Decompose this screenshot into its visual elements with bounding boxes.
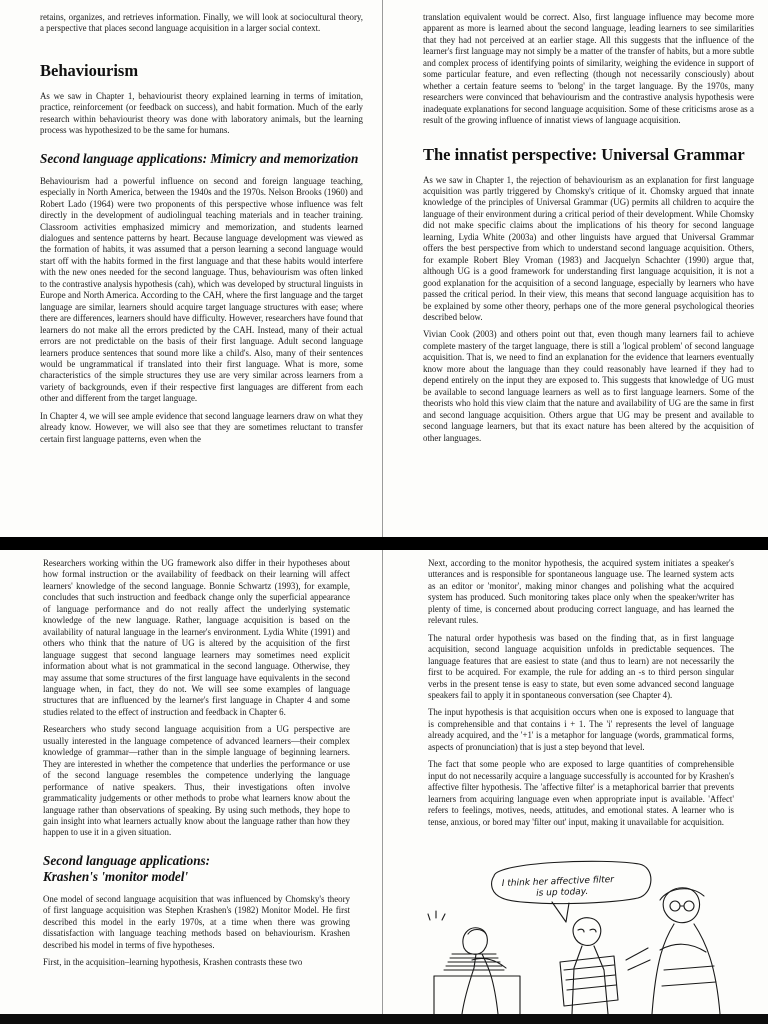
monitor-hypothesis-paragraph: Next, according to the monitor hypothesis, the acquired system initiates a speaker's utterances and is responsible for spontaneous language use. The learned system acts as an editor or 'monitor', making minor changes and polishing what the acquired system has produced. Such monitoring takes place only when the speaker/writer has plenty of time, is concerned about producing correct language, and has learned the relevant rules.	[428, 558, 734, 626]
top-right-column	[423, 12, 754, 537]
input-hypothesis-paragraph: The input hypothesis is that acquisition occurs when one is exposed to language that is comprehensible and that contains i + 1. The 'i' represents the level of language already acquired, and the '+1' is a metaphor for language (words, grammatical forms, aspects of pronunciation) that is just a step beyond that level.	[428, 707, 734, 752]
spread-divider	[0, 537, 768, 550]
behaviourism-paragraph: As we saw in Chapter 1, behaviourist theory explained learning in terms of imitation, practice, reinforcement (or feedback on success), and habit formation. Much of the early research within behaviourist theory was done with laboratory animals, but the learning process was hypothesized to be the same for humans.	[40, 90, 363, 136]
speech-line-1: I think her affective filter	[501, 875, 615, 889]
speech-line-2: is up today.	[536, 886, 589, 899]
acquisition-learning-paragraph: First, in the acquisition–learning hypothesis, Krashen contrasts these two	[43, 957, 303, 968]
intro-paragraph: retains, organizes, and retrieves information. Finally, we will look at sociocultural theory, a perspective that places second language acquisition in a larger social context.	[40, 12, 363, 34]
heading-krashen-monitor-model: Second language applications: Krashen's 'monitor model'	[43, 852, 211, 884]
krashen-paragraph: One model of second language acquisition that was influenced by Chomsky's theory of first language acquisition was Stephen Krashen's (1982) Monitor Model. He first described this model in the early 1970s, at a time when there was growing dissatisfaction with language teaching methods based on behaviourism. Krashen described his model in terms of five hypotheses.	[43, 893, 350, 950]
cartoon-speech-bubble-text	[502, 875, 615, 901]
advanced-learners-paragraph: Researchers who study second language acquisition from a UG perspective are usually interested in the language competence of advanced learners—their complex knowledge of grammar—rather than in the simple language of beginning learners. They are interested in whether the competence that underlies the performance or use of the second language resembles the competence underlying the language performance of native speakers. Thus, their investigations often involve grammaticality judgements or other methods to probe what learners know about the language rather than observations of speaking. By using such methods, they hope to gain insight into what learners actually know about the language rather than how they happen to use it in a given situation.	[43, 724, 350, 838]
natural-order-paragraph: The natural order hypothesis was based on the finding that, as in first language acquisition, second language acquisition unfolds in predictable sequences. The language features that are easiest to state (and thus to learn) are not necessarily the first to be acquired. For example, the rule for adding an -s to third person singular verbs in the present tense is easy to state, but even some advanced second language speakers fail to apply it in spontaneous conversation (see Chapter 4).	[428, 632, 734, 700]
innatist-paragraph: As we saw in Chapter 1, the rejection of behaviourism as an explanation for first language acquisition was partly triggered by Chomsky's critique of it. Chomsky argued that innate knowledge of the principles of Universal Grammar (UG) permits all children to acquire the language of their environment during a critical period of their development. While Chomsky did not make specific claims about the implications of his theory for second language learning, Lydia White (2003a) and other linguists have argued that Universal Grammar offers the best perspective from which to understand second language acquisition. Others, for example Robert Bley Vroman (1983) and Jacquelyn Schachter (1990) argue that, although UG is a good framework for understanding first language acquisition, it is not a good explanation for the acquisition of a second language, especially by learners who have passed the critical period. In their view, this means that second language acquisition has to be explained by some other theory, perhaps one of the more general psychological theories described below.	[423, 174, 754, 322]
page-gutter-bottom	[382, 550, 383, 1014]
teachers-cartoon-illustration	[424, 850, 724, 1014]
translation-paragraph: translation equivalent would be correct. Also, first language influence may become more apparent as more is learned about the second language, leading learners to see similarities that they had not perceived at an earlier stage. All this suggests that the influence of the learner's first language may not simply be a matter of the transfer of habits, but a more subtle and complex process of identifying points of similarity, weighing the evidence in support of some particular feature, and even reflecting (though not necessarily consciously) about whether a certain feature seems to 'belong' in the target language. By the 1970s, many researchers were convinced that behaviourism and the contrastive analysis hypothesis were inadequate explanations for second language acquisition. Some of these criticisms arose as a result of the growing influence of innatist views of language acquisition.	[423, 12, 754, 126]
bottom-right-column	[428, 558, 734, 848]
cook-paragraph: Vivian Cook (2003) and others point out that, even though many learners fail to achieve complete mastery of the target language, there is still a 'logical problem' of second language acquisition. That is, we need to find an explanation for the evidence that learners eventually know more about the language than they could reasonably have learned if they had to depend entirely on the input they are exposed to. This suggests that knowledge of UG must be available to second language learners as well as to first language learners. Some of the theorists who hold this view claim that the nature and availability of UG are the same in first and second language acquisition. Others argue that UG may be present and available to second language learners, but that its exact nature has been altered by the acquisition of other languages.	[423, 329, 754, 443]
heading-innatist-perspective: The innatist perspective: Universal Grammar	[423, 144, 745, 164]
page-gutter-top	[382, 0, 383, 537]
mimicry-paragraph: Behaviourism had a powerful influence on second and foreign language teaching, especially in North America, between the 1940s and the 1970s. Nelson Brooks (1960) and Robert Lado (1964) were two proponents of this perspective whose influence was felt directly in the development of audiolingual teaching materials and in teacher training. Classroom activities emphasized mimicry and memorization, and students learned dialogues and sentence patterns by heart. Because language development was viewed as the formation of habits, it was assumed that a person learning a second language would start off with the habits formed in the first language and that these habits would interfere with the new ones needed for the second language. Thus, behaviourism was often linked to the contrastive analysis hypothesis (cah), which was developed by structural linguists in Europe and North America. According to the CAH, where the first language and the target language are similar, learners should acquire target language structures with ease; where there are differences, learners should have difficulty. However, researchers have found that learners do not make all the errors predicted by the CAH. Instead, many of their actual errors are not predictable on the basis of their first language. Adult second language learners produce sentences that sound more like a child's. Also, many of their sentences would be ungrammatical if translated into their first language. What is more, some characteristics of the simple structures they use are very similar across learners from a variety of backgrounds, even if their respective first languages are different from each other and different from the target language.	[40, 175, 363, 404]
ug-researchers-paragraph: Researchers working within the UG framework also differ in their hypotheses about how formal instruction or the availability of feedback on their learning will affect learners' knowledge of the second language. Bonnie Schwartz (1993), for example, concludes that such instruction and feedback change only the superficial appearance of language performance and do not really affect the underlying systematic knowledge of the new language. Rather, language acquisition is based on the availability of natural language in the learner's environment. Lydia White (1991) and others who think that the nature of UG is altered by the acquisition of the first language suggest that second language learners may sometimes need explicit information about what is not grammatical in the second language. Otherwise, they may assume that some structures of the first language have equivalents in the second language when, in fact, they do not. We will see some examples of language structures that are influenced by the learner's first language in Chapter 4 and some studies related to the effect of instruction and feedback in Chapter 6.	[43, 558, 350, 717]
top-left-column	[40, 12, 363, 537]
heading-mimicry-memorization: Second language applications: Mimicry and memorization	[40, 150, 359, 166]
affective-filter-paragraph: The fact that some people who are exposed to large quantities of comprehensible input do not necessarily acquire a language successfully is accounted for by Krashen's affective filter hypothesis. The 'affective filter' is a metaphorical barrier that prevents learners from acquiring language even when appropriate input is available. 'Affect' refers to feelings, motives, needs, attitudes, and emotional states. A learner who is tense, anxious, or bored may 'filter out' input, making it unavailable for acquisition.	[428, 759, 734, 827]
bottom-left-column	[43, 558, 350, 1014]
chapter4-paragraph: In Chapter 4, we will see ample evidence that second language learners draw on what they already know. However, we will also see that they are sometimes reluctant to transfer certain first language patterns, even when the	[40, 410, 363, 444]
bottom-scan-edge	[0, 1014, 768, 1024]
heading-behaviourism: Behaviourism	[40, 60, 139, 80]
